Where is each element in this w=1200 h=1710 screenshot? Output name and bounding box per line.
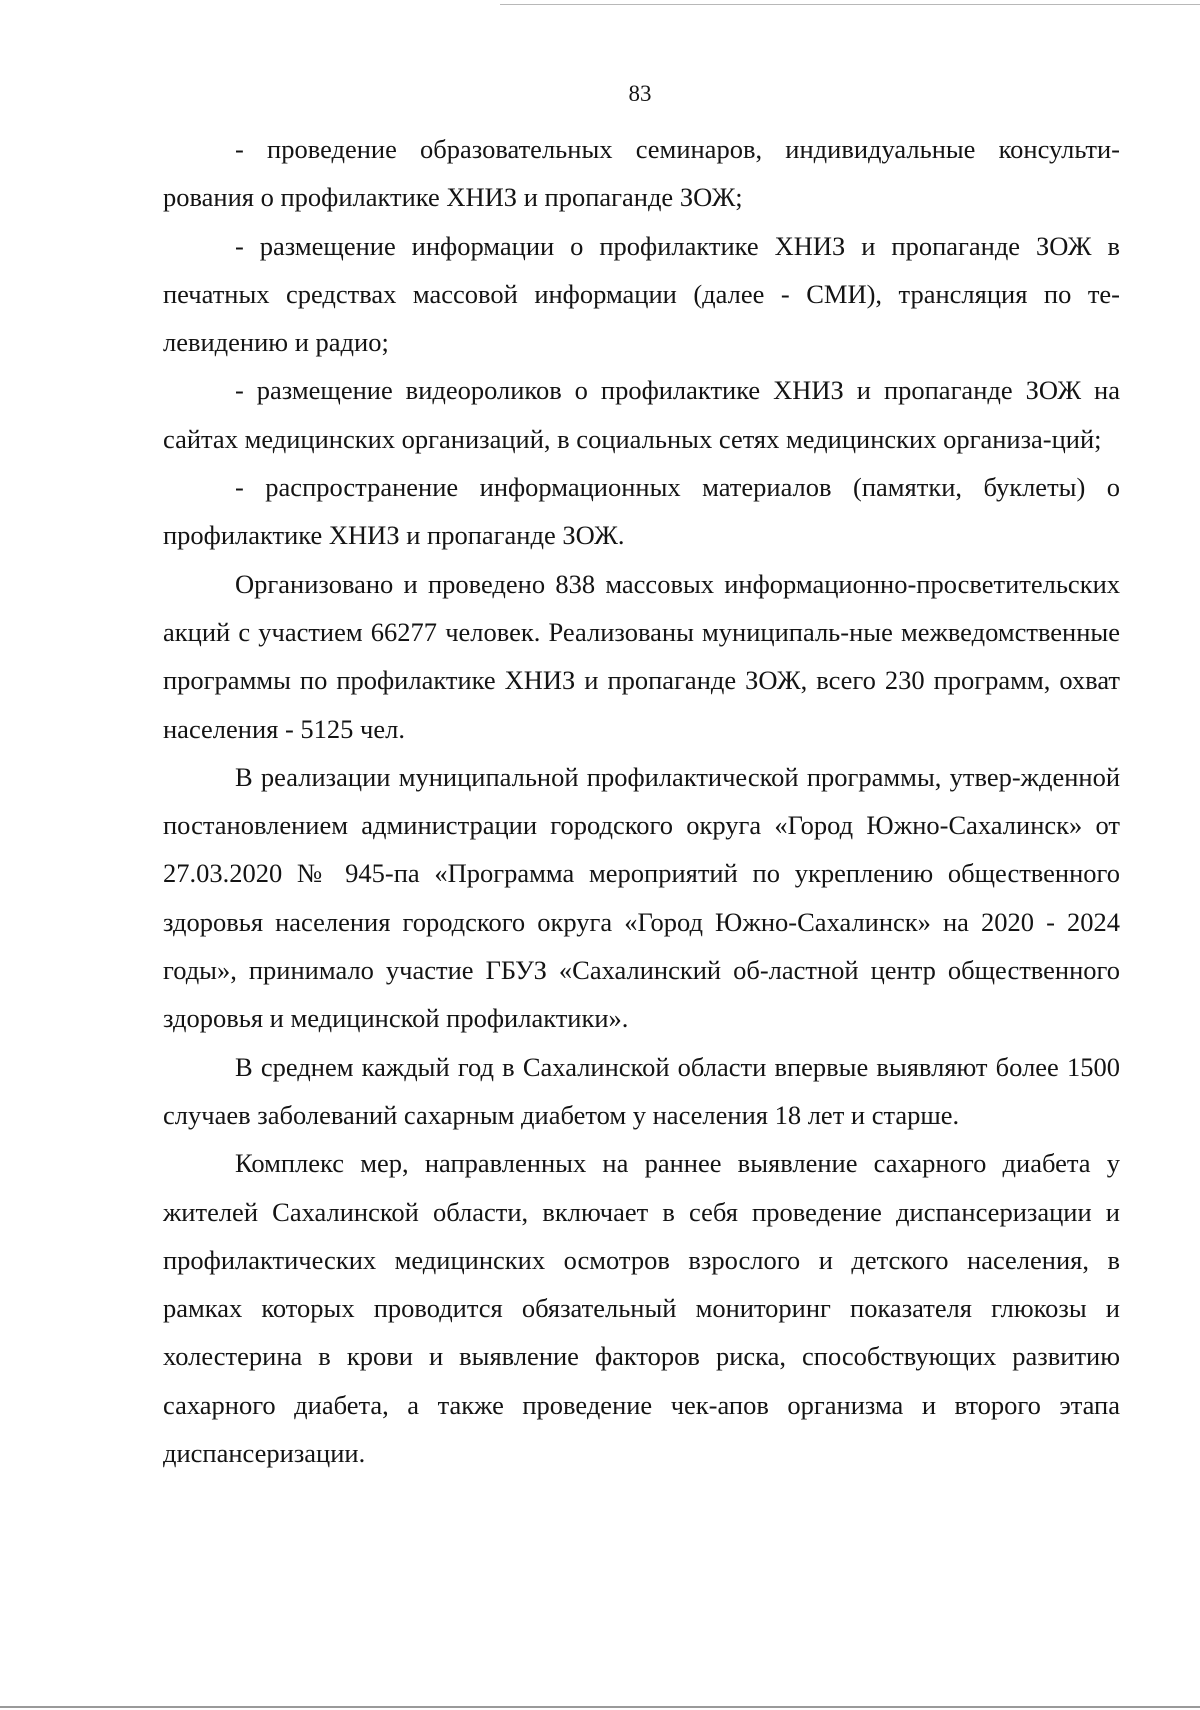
paragraph-diabetes-measures: Комплекс мер, направленных на раннее выявление сахарного диабета у жителей Сахалинской области, включает в себя проведение диспансеризации и профилактических медицинских осмотров взрослого и детского населения, в рамках которых проводится обязательный мониторинг показателя глюкозы и холестерина в крови и выявление факторов риска, способствующих развитию сахарного диабета, а также проведение чек-апов организма и второго этапа диспансеризации. [163,1148,1120,1469]
paragraph-video-clips: - размещение видеороликов о профилактике ХНИЗ и пропаганде ЗОЖ на сайтах медицинских организаций, в социальных сетях медицинских организа-ций; [163,375,1120,454]
paragraph-media-info: - размещение информации о профилактике ХНИЗ и пропаганде ЗОЖ в печатных средствах массовой информации (далее - СМИ), трансляция по те-левидению и радио; [163,230,1120,358]
scan-edge-line-top [500,4,1200,5]
paragraph-info-materials: - распространение информационных материалов (памятки, буклеты) о профилактике ХНИЗ и пропаганде ЗОЖ. [163,472,1120,551]
scan-edge-line-bottom [0,1706,1200,1708]
document-body [163,125,1120,1477]
paragraph-diabetes-cases: В среднем каждый год в Сахалинской области впервые выявляют более 1500 случаев заболеваний сахарным диабетом у населения 18 лет и старше. [163,1051,1120,1130]
paragraph-mass-actions: Организовано и проведено 838 массовых информационно-просветительских акций с участием 66277 человек. Реализованы муниципаль-ные межведомственные программы по профилактике ХНИЗ и пропаганде ЗОЖ, всего 230 программ, охват населения - 5125 чел. [163,568,1120,744]
paragraph-municipal-program: В реализации муниципальной профилактической программы, утвер-жденной постановлением администрации городского округа «Город Южно-Сахалинск» от 27.03.2020 № 945-па «Программа мероприятий по укреплению общественного здоровья населения городского округа «Город Южно-Сахалинск» на 2020 - 2024 годы», принимало участие ГБУЗ «Сахалинский об-ластной центр общественного здоровья и медицинской профилактики». [163,761,1120,1034]
page-number: 83 [628,81,652,106]
paragraph-seminars: - проведение образовательных семинаров, индивидуальные консульти-рования о профилактике ХНИЗ и пропаганде ЗОЖ; [163,134,1120,213]
